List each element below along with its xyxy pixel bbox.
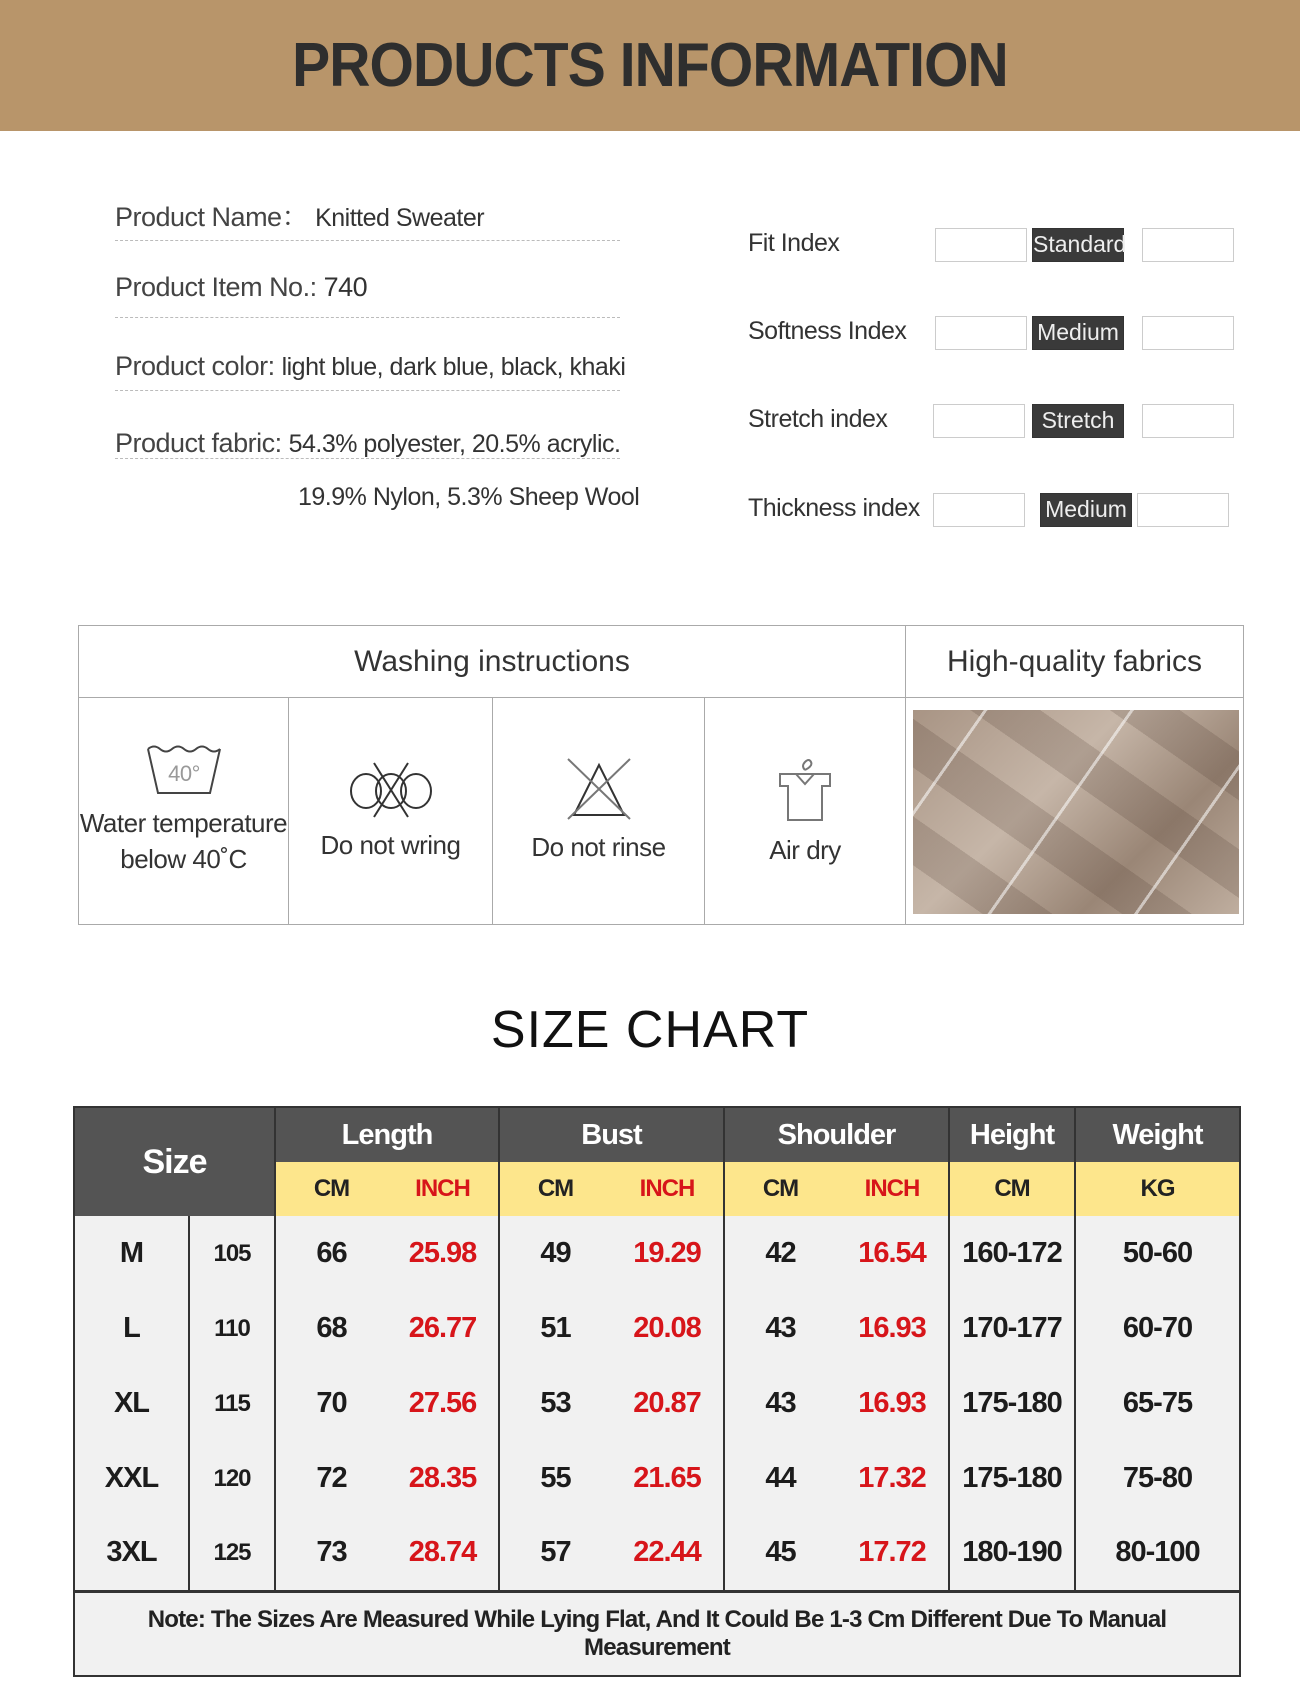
wash-label: Do not wring (320, 830, 461, 860)
table-cell: 44 (724, 1441, 836, 1516)
wash-label: Air dry (769, 835, 841, 865)
table-cell: M (74, 1216, 189, 1291)
wash-label: Do not rinse (531, 832, 666, 862)
index-box (1142, 228, 1234, 262)
table-cell: 175-180 (949, 1366, 1075, 1441)
table-cell: 60-70 (1075, 1291, 1240, 1366)
shoulder-header: Shoulder (724, 1107, 949, 1162)
unit-header: INCH (387, 1162, 499, 1216)
table-cell: 51 (499, 1291, 611, 1366)
table-cell: 22.44 (611, 1516, 724, 1591)
wash-label: Water temperature (79, 808, 288, 838)
header-banner (0, 0, 1300, 131)
table-cell: XL (74, 1366, 189, 1441)
table-cell: 3XL (74, 1516, 189, 1591)
value: Knitted Sweater (315, 204, 485, 232)
height-header: Height (949, 1107, 1075, 1162)
unit-header: KG (1075, 1162, 1240, 1216)
table-cell: 57 (499, 1516, 611, 1591)
wash-40-icon (146, 745, 222, 797)
table-cell: 65-75 (1075, 1366, 1240, 1441)
table-cell: 70 (275, 1366, 387, 1441)
table-cell: 125 (189, 1516, 275, 1591)
index-box (935, 228, 1027, 262)
table-cell: 50-60 (1075, 1216, 1240, 1291)
index-box (933, 404, 1025, 438)
table-cell: 170-177 (949, 1291, 1075, 1366)
table-cell: 53 (499, 1366, 611, 1441)
page-title: PRODUCTS INFORMATION (292, 31, 1008, 100)
table-row (74, 1216, 1240, 1291)
wash-item (705, 698, 906, 924)
length-header: Length (275, 1107, 499, 1162)
unit-header: INCH (836, 1162, 949, 1216)
table-cell: 180-190 (949, 1516, 1075, 1591)
table-cell: XXL (74, 1441, 189, 1516)
table-row (74, 1291, 1240, 1366)
label: Product Item No.: (115, 272, 324, 302)
table-cell: 175-180 (949, 1441, 1075, 1516)
table-row (74, 1366, 1240, 1441)
table-cell: 80-100 (1075, 1516, 1240, 1591)
table-cell: 28.35 (387, 1441, 499, 1516)
product-item-no (115, 272, 367, 303)
product-fabric (115, 428, 620, 459)
do-not-wring-icon (346, 759, 436, 819)
table-cell: 55 (499, 1441, 611, 1516)
table-cell: 28.74 (387, 1516, 499, 1591)
size-chart-title: SIZE CHART (490, 1001, 810, 1059)
size-note: Note: The Sizes Are Measured While Lying Flat, And It Could Be 1-3 Cm Different Due To Manual Measurement (74, 1591, 1240, 1676)
index-label: Stretch index (748, 405, 888, 433)
do-not-bleach-icon (564, 757, 634, 821)
index-value: Standard (1032, 228, 1124, 262)
label: Product color: (115, 351, 282, 381)
divider (115, 458, 620, 459)
air-dry-icon (772, 754, 838, 824)
table-cell: 43 (724, 1366, 836, 1441)
index-box (935, 316, 1027, 350)
table-cell: L (74, 1291, 189, 1366)
value: 19.9% Nylon, 5.3% Sheep Wool (298, 483, 640, 511)
wash-item (79, 698, 289, 924)
label: Product Name： (115, 202, 309, 232)
weight-header: Weight (1075, 1107, 1240, 1162)
table-row (74, 1441, 1240, 1516)
washing-title: Washing instructions (79, 626, 906, 698)
index-box (1142, 316, 1234, 350)
fabric-photo (913, 710, 1239, 914)
table-cell: 25.98 (387, 1216, 499, 1291)
table-cell: 17.72 (836, 1516, 949, 1591)
index-value: Medium (1032, 316, 1124, 350)
wash-item (289, 698, 493, 924)
table-cell: 115 (189, 1366, 275, 1441)
value: 54.3% polyester, 20.5% acrylic. (288, 430, 621, 458)
table-cell: 20.08 (611, 1291, 724, 1366)
unit-header: INCH (611, 1162, 724, 1216)
table-cell: 110 (189, 1291, 275, 1366)
table-cell: 120 (189, 1441, 275, 1516)
table-cell: 49 (499, 1216, 611, 1291)
index-label: Fit Index (748, 229, 840, 257)
bust-header: Bust (499, 1107, 724, 1162)
table-cell: 16.93 (836, 1366, 949, 1441)
table-cell: 66 (275, 1216, 387, 1291)
index-box (933, 493, 1025, 527)
unit-header: CM (275, 1162, 387, 1216)
table-cell: 16.54 (836, 1216, 949, 1291)
table-cell: 16.93 (836, 1291, 949, 1366)
index-box (1137, 493, 1229, 527)
wash-item (493, 698, 705, 924)
divider (115, 240, 620, 241)
unit-header: CM (724, 1162, 836, 1216)
table-cell: 20.87 (611, 1366, 724, 1441)
table-cell: 43 (724, 1291, 836, 1366)
index-value: Medium (1040, 493, 1132, 527)
value: 740 (323, 272, 368, 302)
divider (115, 390, 620, 391)
icon-text: 40° (167, 761, 200, 786)
index-value: Stretch (1032, 404, 1124, 438)
table-cell: 73 (275, 1516, 387, 1591)
product-name (115, 195, 484, 234)
divider (115, 317, 620, 318)
table-cell: 21.65 (611, 1441, 724, 1516)
table-cell: 45 (724, 1516, 836, 1591)
table-cell: 105 (189, 1216, 275, 1291)
table-cell: 75-80 (1075, 1441, 1240, 1516)
table-cell: 17.32 (836, 1441, 949, 1516)
unit-header: CM (949, 1162, 1075, 1216)
value: light blue, dark blue, black, khaki (281, 353, 626, 381)
size-header: Size (74, 1107, 275, 1216)
table-cell: 68 (275, 1291, 387, 1366)
table-cell: 42 (724, 1216, 836, 1291)
table-cell: 72 (275, 1441, 387, 1516)
size-chart-table (73, 1106, 1241, 1677)
table-cell: 19.29 (611, 1216, 724, 1291)
label: Product fabric: (115, 428, 289, 458)
product-fabric-line2 (298, 481, 639, 512)
table-cell: 160-172 (949, 1216, 1075, 1291)
unit-header: CM (499, 1162, 611, 1216)
index-label: Softness Index (748, 317, 907, 345)
index-box (1142, 404, 1234, 438)
table-cell: 26.77 (387, 1291, 499, 1366)
wash-label-2: below 40˚C (120, 844, 247, 874)
table-row (74, 1516, 1240, 1591)
index-label: Thickness index (748, 494, 920, 522)
washing-instructions (78, 625, 1244, 925)
table-cell: 27.56 (387, 1366, 499, 1441)
product-color (115, 351, 625, 382)
fabric-title: High-quality fabrics (906, 626, 1243, 698)
